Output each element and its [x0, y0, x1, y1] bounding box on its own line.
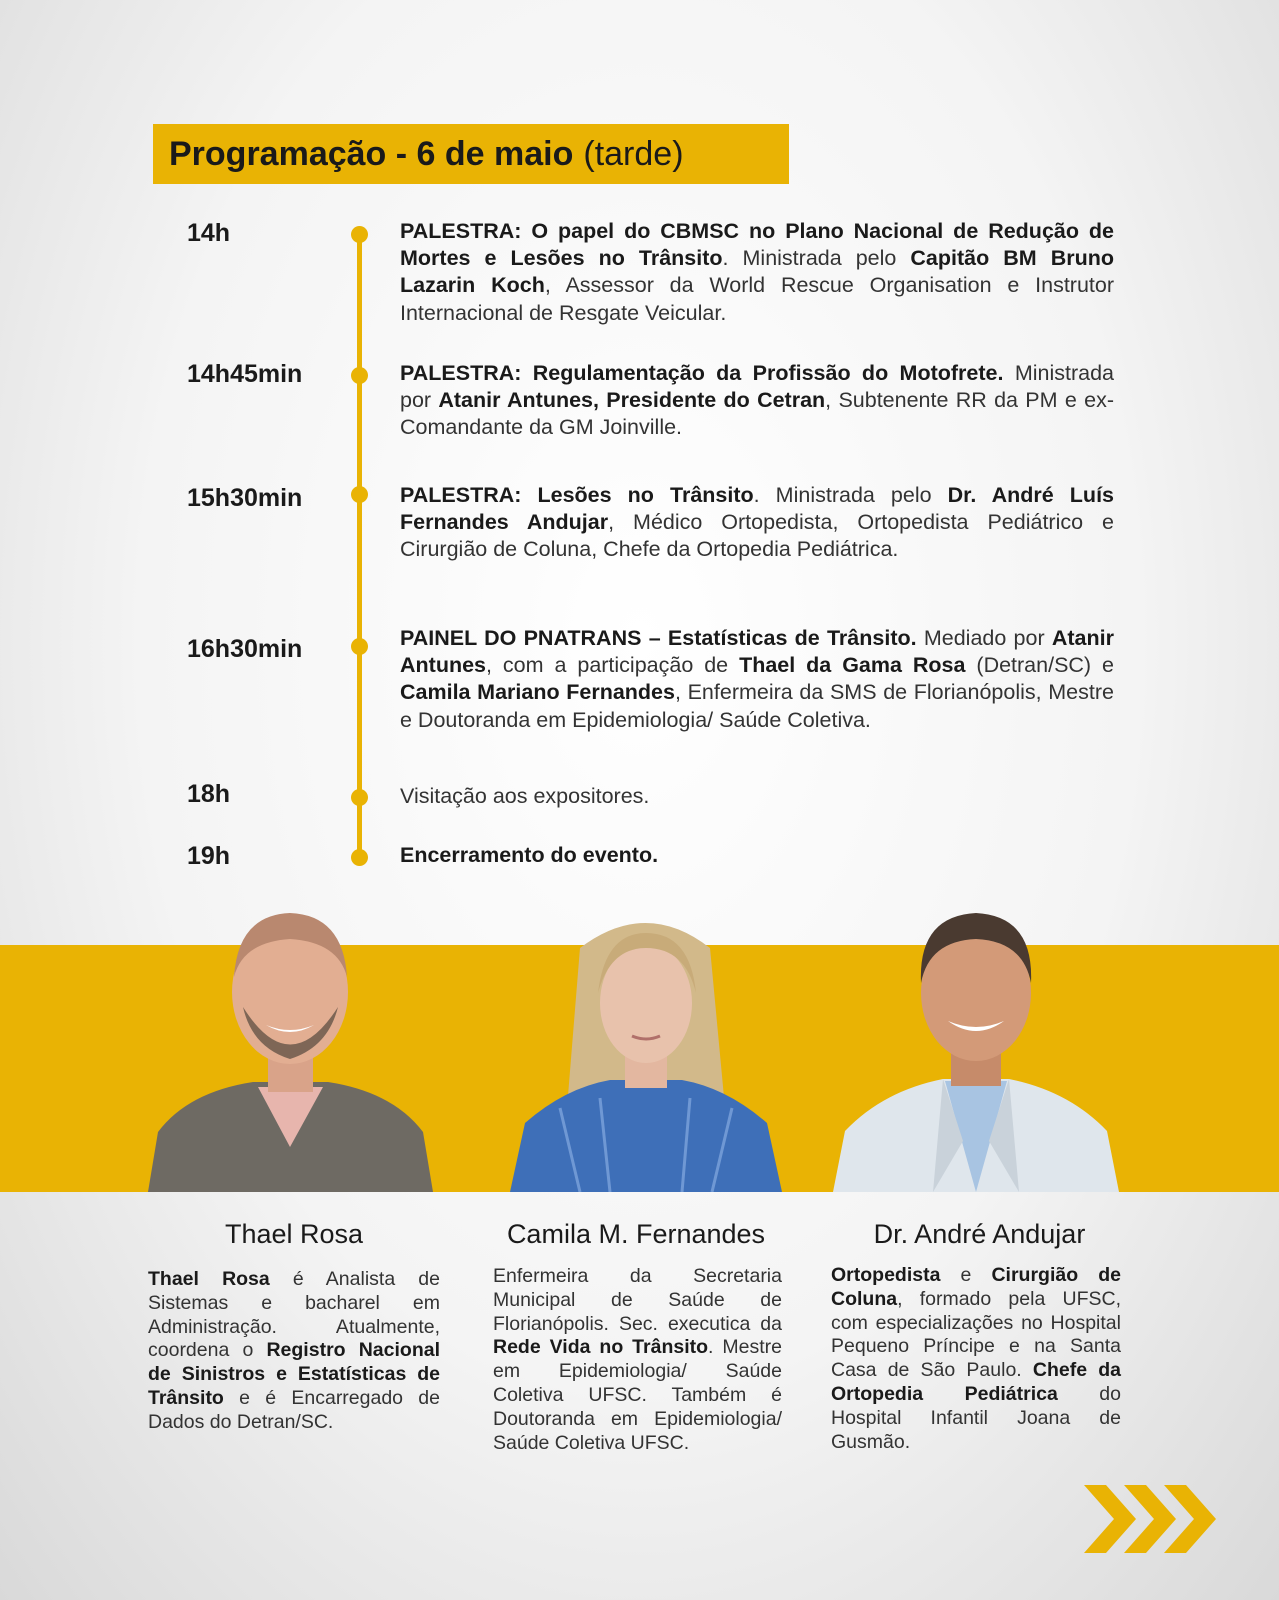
schedule-description: [400, 783, 1114, 810]
timeline-dot: [351, 849, 368, 866]
body-text: , Assessor da World Rescue Organisation e Instrutor Internacional de Resgate Veicular.: [400, 273, 1115, 325]
emphasis-text: Encerramento do evento.: [400, 843, 659, 867]
schedule-time: 19h: [187, 842, 231, 870]
body-text: do Hospital Infantil Joana de Gusmão.: [831, 1382, 1121, 1453]
emphasis-text: Cirurgião de Coluna: [831, 1264, 1121, 1310]
page-title-sub: (tarde): [583, 134, 684, 173]
body-text: Visitação aos expositores.: [400, 784, 650, 808]
schedule-description: [400, 842, 1114, 869]
body-text: (Detran/SC) e: [965, 653, 1114, 678]
timeline-line: [357, 232, 362, 858]
schedule-time: 18h: [187, 780, 231, 808]
speaker-bio: [148, 1268, 440, 1435]
speaker-name: Thael Rosa: [224, 1219, 364, 1249]
body-text: Mediado por: [916, 626, 1052, 650]
schedule-description: [400, 625, 1114, 734]
emphasis-text: Rede Vida no Trânsito: [493, 1336, 709, 1359]
body-text: , com a participação de: [486, 653, 740, 678]
body-text: . Ministrada pelo: [722, 246, 911, 271]
page-title: [153, 124, 789, 184]
body-text: Ministrada por: [400, 361, 1114, 413]
page-title-main: Programação - 6 de maio: [169, 134, 574, 173]
body-text: é Analista de Sistemas e bacharel em Administração. Atualmente, coordena o: [148, 1268, 440, 1362]
emphasis-text: PALESTRA: O papel do CBMSC no Plano Nacional de Redução de Mortes e Lesões no Trânsito: [400, 219, 1114, 271]
schedule-time: 14h45min: [187, 360, 303, 388]
body-text: e é Encarregado de Dados do Detran/SC.: [148, 1386, 440, 1433]
emphasis-text: PALESTRA: Lesões no Trânsito: [400, 483, 754, 507]
body-text: . Ministrada pelo: [753, 483, 948, 507]
emphasis-text: Chefe da Ortopedia Pediátrica: [831, 1359, 1121, 1405]
speaker-photo-andre: [833, 901, 1119, 1192]
emphasis-text: Atanir Antunes: [400, 626, 1114, 678]
emphasis-text: Capitão BM Bruno Lazarin Koch: [400, 246, 1114, 298]
emphasis-text: PAINEL DO PNATRANS – Estatísticas de Trânsito.: [400, 626, 917, 650]
body-text: , Médico Ortopedista, Ortopedista Pediátrico e Cirurgião de Coluna, Chefe da Ortopedia Pediátrica.: [400, 510, 1114, 562]
triple-chevron-right-icon: [1080, 1483, 1220, 1560]
speaker-bio: [493, 1265, 782, 1455]
emphasis-text: Camila Mariano Fernandes: [400, 680, 675, 705]
body-text: e: [940, 1264, 992, 1286]
body-text: , formado pela UFSC, com especializações no Hospital Pequeno Príncipe e na Santa Casa de São Paulo.: [831, 1287, 1121, 1382]
schedule-time: 14h: [187, 219, 231, 247]
emphasis-text: Ortopedista: [831, 1264, 941, 1286]
emphasis-text: Registro Nacional de Sinistros e Estatísticas de Trânsito: [148, 1339, 440, 1409]
schedule-description: [400, 360, 1114, 442]
speaker-name: Camila M. Fernandes: [506, 1219, 766, 1249]
speaker-name: Dr. André Andujar: [873, 1219, 1086, 1249]
emphasis-text: Thael Rosa: [148, 1268, 270, 1290]
emphasis-text: Thael da Gama Rosa: [739, 653, 966, 678]
timeline-dot: [351, 789, 368, 806]
body-text: , Subtenente RR da PM e ex-Comandante da GM Joinville.: [400, 388, 1114, 440]
schedule-time: 15h30min: [187, 484, 303, 512]
timeline-dot: [351, 638, 368, 655]
timeline-dot: [351, 367, 368, 384]
emphasis-text: Atanir Antunes, Presidente do Cetran: [438, 388, 826, 413]
speaker-photo-camila: [510, 908, 782, 1192]
timeline-dot: [351, 486, 368, 503]
schedule-time: 16h30min: [187, 635, 303, 663]
body-text: , Enfermeira da SMS de Florianópolis, Mestre e Doutoranda em Epidemiologia/ Saúde Coletiva.: [400, 680, 1114, 732]
timeline-dot: [351, 226, 368, 243]
emphasis-text: Dr. André Luís Fernandes Andujar: [400, 483, 1114, 535]
schedule-description: [400, 218, 1114, 327]
schedule-description: [400, 482, 1114, 564]
speaker-photo-thael: [148, 897, 433, 1192]
speaker-bio: [831, 1264, 1121, 1454]
body-text: . Mestre em Epidemiologia/ Saúde Coletiva UFSC. Também é Doutoranda em Epidemiologia/ Saúde Coletiva UFSC.: [493, 1336, 782, 1454]
emphasis-text: PALESTRA: Regulamentação da Profissão do Motofrete.: [400, 361, 1004, 385]
body-text: Enfermeira da Secretaria Municipal de Saúde de Florianópolis. Sec. executica da: [493, 1265, 782, 1335]
